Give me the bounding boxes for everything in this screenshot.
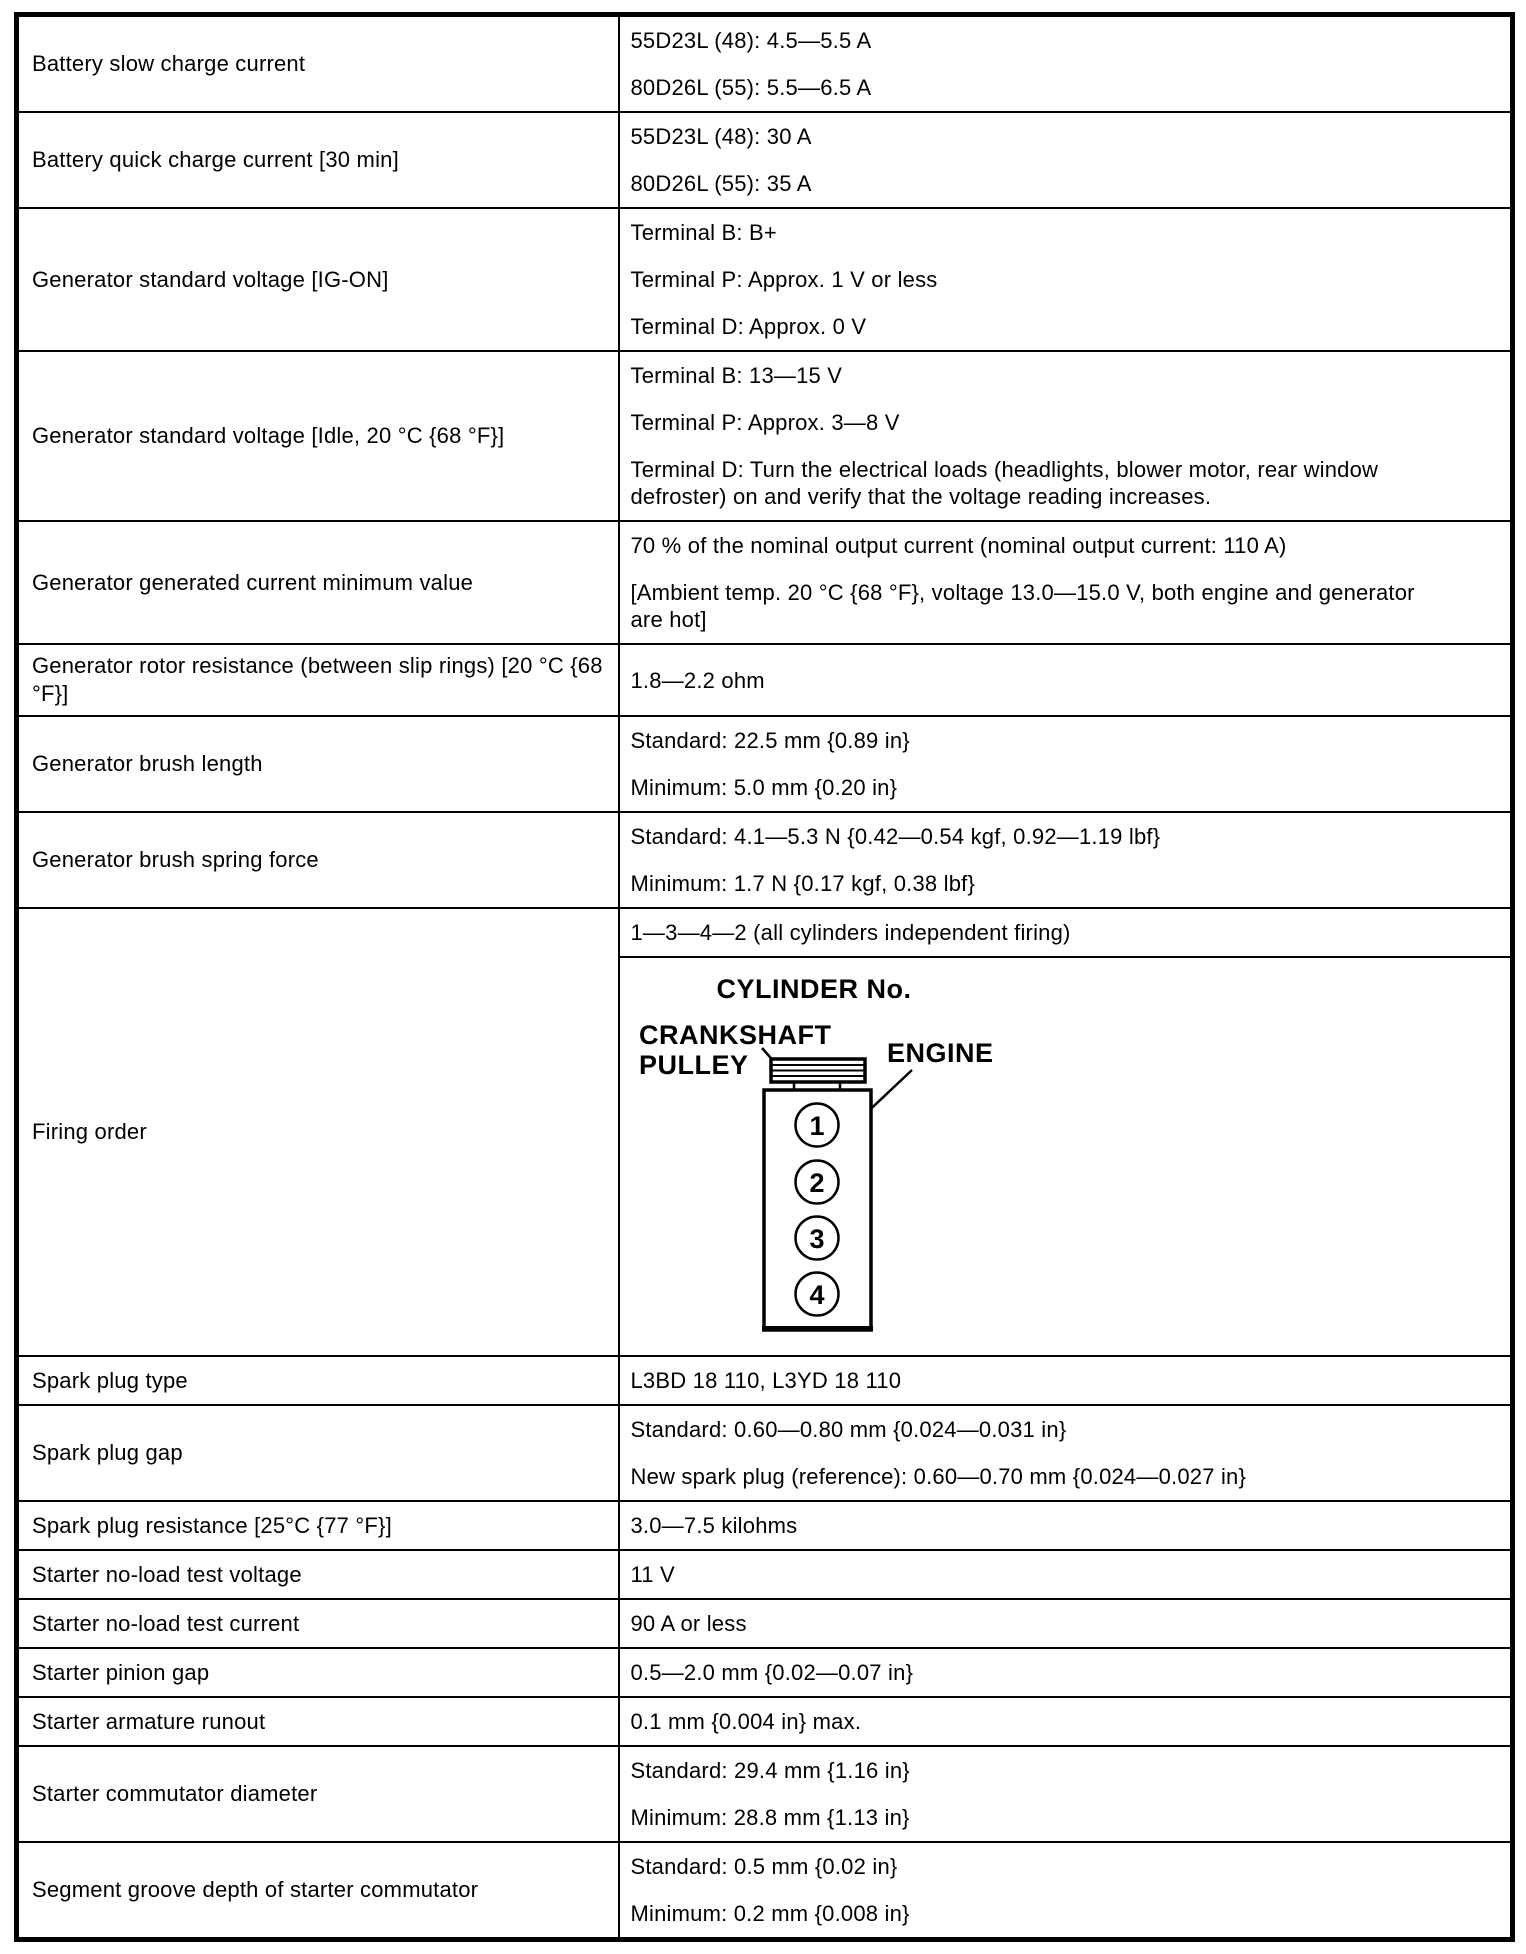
table-row [17,1501,1513,1550]
spec-label-cell [17,15,619,113]
table-row [17,112,1513,208]
spec-value-cell [619,1746,1513,1842]
spec-label: Generator standard voltage [Idle, 20 °C {68 °F}] [32,423,505,448]
spec-value-group [620,17,1511,111]
spec-value-line: Minimum: 5.0 mm {0.20 in} [630,775,898,800]
spec-label: Battery quick charge current [30 min] [32,147,399,172]
cylinder-no-label: CYLINDER No. [716,974,911,1004]
spec-value-group [620,1406,1511,1500]
spec-value-line: 3.0—7.5 kilohms [630,1513,798,1538]
spec-label: Segment groove depth of starter commutator [32,1877,479,1902]
spec-value-group [620,1649,1511,1696]
spec-value-cell [619,812,1513,908]
spec-value-cell [619,1356,1513,1405]
firing-order-diagram [631,958,1501,1355]
spec-label-cell [17,1697,619,1746]
cylinder-3 [795,1217,838,1260]
spec-label-cell [17,1550,619,1599]
spec-label-cell [17,1405,619,1501]
spec-table-body [17,15,1513,1940]
cylinder-2 [795,1161,838,1204]
table-row [17,1648,1513,1697]
spec-value-line: Minimum: 0.2 mm {0.008 in} [630,1901,910,1926]
spec-value-group [620,522,1511,643]
spec-value-group [620,1357,1511,1404]
spec-label-cell [17,716,619,812]
spec-value-cell [619,521,1513,644]
spec-label: Spark plug type [32,1367,188,1393]
spec-label: Generator brush length [32,751,263,776]
spec-label-cell [17,208,619,351]
spec-value-group [620,209,1511,350]
spec-label-cell [17,1842,619,1940]
spec-value-line: [Ambient temp. 20 °C {68 °F}, voltage 13.0—15.0 V, both engine and generator are hot] [630,580,1415,632]
spec-label-cell [17,1599,619,1648]
table-row [17,1697,1513,1746]
table-row [17,1746,1513,1842]
spec-label-cell [17,351,619,521]
spec-value-line: Terminal B: B+ [630,220,777,245]
spec-value-cell [619,1599,1513,1648]
table-row [17,1550,1513,1599]
spec-label-cell [17,1648,619,1697]
spec-label: Generator brush spring force [32,847,319,872]
spec-value-group [620,1843,1511,1937]
spec-label-cell [17,112,619,208]
spec-value-line: 11 V [630,1562,675,1587]
spec-value-line: 1.8—2.2 ohm [630,667,765,693]
spec-value-line: 70 % of the nominal output current (nominal output current: 110 A) [630,533,1287,558]
spec-label: Starter pinion gap [32,1659,210,1685]
table-row [17,1356,1513,1405]
spec-label-cell [17,1356,619,1405]
spec-value-line: 0.1 mm {0.004 in} max. [630,1709,862,1734]
spec-value-cell [619,1648,1513,1697]
spec-label-cell [17,644,619,716]
spec-value-line: Standard: 0.60—0.80 mm {0.024—0.031 in} [630,1417,1067,1442]
table-row [17,644,1513,716]
spec-table [14,12,1515,1942]
cylinder-number: 2 [808,1168,825,1198]
spec-value-line: Minimum: 28.8 mm {1.13 in} [630,1805,910,1830]
firing-order-diagram-svg [631,962,1131,1344]
spec-value-group [620,717,1511,811]
spec-value-line: Terminal D: Turn the electrical loads (headlights, blower motor, rear window defroster) on and verify that the voltage reading increases. [630,457,1379,509]
cylinder-4 [795,1273,838,1316]
cylinder-number: 3 [808,1224,825,1254]
pulley-label: PULLEY [638,1050,749,1080]
spec-value-line: 0.5—2.0 mm {0.02—0.07 in} [630,1660,914,1685]
spec-value-group [620,657,1511,704]
spec-value-line: Terminal D: Approx. 0 V [630,314,867,339]
spec-value-cell [619,644,1513,716]
spec-value-cell [619,208,1513,351]
spec-value-cell [619,1842,1513,1940]
spec-value-line: Standard: 29.4 mm {1.16 in} [630,1758,910,1783]
table-row [17,351,1513,521]
spec-value-group [620,1747,1511,1841]
table-row [17,812,1513,908]
table-row [17,716,1513,812]
table-row [17,1599,1513,1648]
spec-value-cell [619,351,1513,521]
spec-value-cell [619,112,1513,208]
spec-value-cell [619,1550,1513,1599]
spec-value-group [620,352,1511,520]
spec-value-group [620,1551,1511,1598]
engine-label: ENGINE [886,1038,994,1068]
table-row [17,1842,1513,1940]
spec-label: Battery slow charge current [32,51,306,76]
crankshaft-label: CRANKSHAFT [638,1020,831,1050]
spec-label: Generator generated current minimum value [32,569,474,595]
cylinder-1 [795,1104,838,1147]
spec-label-cell [17,812,619,908]
spec-label-cell [17,1746,619,1842]
spec-value-line: 80D26L (55): 35 A [630,171,812,196]
spec-label: Starter commutator diameter [32,1781,318,1806]
spec-value-line: 55D23L (48): 30 A [630,124,812,149]
table-row [17,15,1513,113]
spec-label: Generator standard voltage [IG-ON] [32,266,389,292]
spec-label: Firing order [32,1119,147,1144]
spec-value-cell [619,15,1513,113]
spec-value-line: 80D26L (55): 5.5—6.5 A [630,75,872,100]
table-row [17,208,1513,351]
spec-value-cell [619,716,1513,812]
spec-label: Spark plug gap [32,1440,183,1465]
spec-value-line: Terminal P: Approx. 1 V or less [630,267,938,292]
spec-value-group [620,1502,1511,1549]
spec-value-line: L3BD 18 110, L3YD 18 110 [630,1368,902,1393]
crankshaft-pulley-shape [771,1059,865,1082]
spec-value-line: Standard: 22.5 mm {0.89 in} [630,728,910,753]
spec-label: Starter no-load test voltage [32,1561,302,1587]
spec-value-group [620,113,1511,207]
spec-value-group [620,813,1511,907]
spec-label-cell [17,908,619,1356]
spec-value-line: Minimum: 1.7 N {0.17 kgf, 0.38 lbf} [630,871,976,896]
spec-value-cell [619,1697,1513,1746]
spec-value-cell [619,908,1513,1356]
spec-value-line: 90 A or less [630,1611,747,1636]
spec-value-line: New spark plug (reference): 0.60—0.70 mm {0.024—0.027 in} [630,1464,1247,1489]
table-row [17,1405,1513,1501]
spec-label-cell [17,521,619,644]
spec-value-line: Terminal P: Approx. 3—8 V [630,410,900,435]
spec-label: Generator rotor resistance (between slip rings) [20 °C {68 °F}] [32,653,603,706]
cylinder-number: 4 [808,1280,825,1310]
spec-value-line: Standard: 4.1—5.3 N {0.42—0.54 kgf, 0.92—1.19 lbf} [630,824,1161,849]
cylinder-number: 1 [808,1111,825,1141]
spec-value-line: Terminal B: 13—15 V [630,363,843,388]
spec-label-cell [17,1501,619,1550]
spec-value-group [620,909,1511,1355]
spec-value-line: 55D23L (48): 4.5—5.5 A [630,28,872,53]
spec-value-group [620,1600,1511,1647]
spec-value-group [620,1698,1511,1745]
spec-value-cell [619,1405,1513,1501]
spec-value-line: 1—3—4—2 (all cylinders independent firing) [630,920,1071,945]
table-row [17,521,1513,644]
spec-label: Starter no-load test current [32,1610,300,1636]
spec-label: Starter armature runout [32,1708,266,1734]
spec-value-line: Standard: 0.5 mm {0.02 in} [630,1854,898,1879]
spec-value-cell [619,1501,1513,1550]
table-row [17,908,1513,1356]
spec-label: Spark plug resistance [25°C {77 °F}] [32,1512,392,1538]
